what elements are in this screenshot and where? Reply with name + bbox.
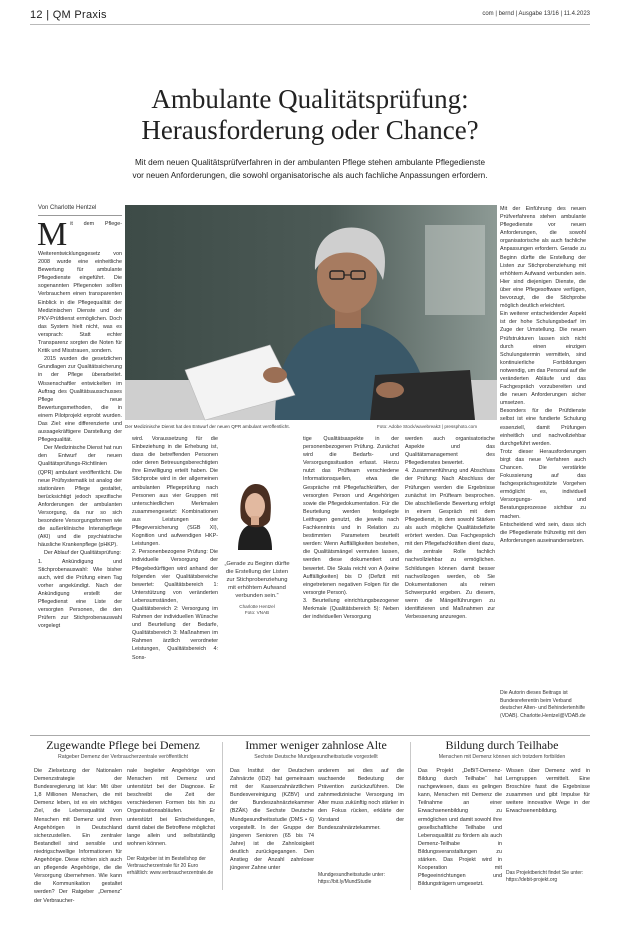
section-label: 12 | QM Praxis bbox=[30, 9, 107, 21]
article-title bbox=[0, 84, 620, 146]
news-text: Wissen über Demenz wird in Lerngruppen vermittelt. Eine Broschüre fasst die Ergebnisse zusammen und gibt Impulse für weitere innovative Wege in der Erwachsenenbildung. bbox=[506, 768, 590, 815]
nurse-photo-illustration bbox=[125, 205, 497, 420]
paragraph: Der Ablauf der Qualitätsprüfung: bbox=[44, 550, 122, 557]
drop-cap: M bbox=[37, 216, 68, 253]
author-photo-illustration bbox=[226, 478, 284, 550]
column-2: wird. Voraussetzung für die Einbeziehung in die Erhebung ist, dass die betreffenden Personen oder deren Betreuungsberechtigten ihre Einwilligung erteilt haben. Die Stichprobe wird in der allgemeinen ambulanten Pflegeprüfung nach Personen aus vier Gruppen mit unterschiedlichen Merkmalen zusammengesetzt: Kombinationen aus Leistungen der Pflegeversicherung (SGB XI), Kognition und aufwendigen HKP-Leistungen. 2. Personenbezogene Prüfung: Die individuelle Versorgung der Pflegebedürftigen wird anhand der folgenden vier Qualitätsbereiche bewertet: Qualitätsbereich 1: Unterstützung von veränderten Lebensumständen, Qualitätsbereich 2: Versorgung im Rahmen der individuellen Wünsche und Beurteilung der Bedarfe, Qualitätsbereich 3: Maßnahmen im Rahmen ärztlich verordneter Leistungen, Qualitätsbereich 4: Sons- bbox=[132, 436, 218, 661]
author-portrait bbox=[226, 478, 284, 550]
title-line-2: Herausforderung oder Chance? bbox=[141, 115, 479, 145]
list-item: 1. Ankündigung und Stichprobenauswahl: Wie bisher auch, wird die Prüfung einen Tag vorher angekündigt. Nach der Ankündigung erstellt der Pflegedienst eine Liste der versorgten Personen, die den Prüfern zur Stichprobenauswahl vorgelegt bbox=[38, 558, 122, 630]
header-divider bbox=[30, 24, 590, 25]
news-text: anderem sei dies auf die wachsende Bedeutung der Prävention zurückzuführen. Die zahnmedizinische Versorgung im Alter muss zukünftig noch stärker in den Fokus rücken, erklärte der Vorstand der Bundeszahnärztekammer. bbox=[318, 768, 404, 831]
photo-credit: Foto: Adobe Stock/wavebreak3 | pressphoto.com bbox=[377, 424, 478, 429]
column-1 bbox=[37, 216, 122, 732]
photo-caption: Der Medizinische Dienst hat den Entwurf der neuen QPR ambulant veröffentlicht. bbox=[125, 424, 290, 429]
title-line-1: Ambulante Qualitätsprüfung: bbox=[151, 84, 469, 114]
quote-credit: Foto: VNAB bbox=[244, 610, 270, 615]
news-headline: Zugewandte Pflege bei Demenz bbox=[46, 738, 200, 752]
news-text: nale begleiter Angehörige von Menschen mit Demenz und unterstützt bei der Diagnose. Er beschreibt die Zeit der verschiedenen Formen bis hin zu Organisationsabläufen. Er unterstützt bei Entscheidungen, damit dabei die Betroffene möglichst lange allein und selbstständig wohnen können. bbox=[127, 768, 215, 847]
news-subline: Ratgeber Demenz der Verbraucherzentrale veröffentlicht bbox=[58, 754, 188, 760]
news-text: Die Zielsetzung der Nationalen Demenzstrategie der Bundesregierung ist klar: Mit über 1,8 Millionen Menschen, die mit Demenz leben, ist es ein wichtiges Ziel, die Lebensqualität von Menschen mit Demenz und ihren Angehörigen in Deutschland sicherzustellen. Ein zentraler Bestandteil sind sensible und niedrigschwellige Informationen für Angehörige. Diese richten sich auch an pflegende Angehörige, die die Versorgung übernehmen. Wie kann die Kommunikation gestaltet werden? Der Ratgeber „Demenz“ der Verbraucher- bbox=[34, 768, 122, 904]
column-3: tige Qualitätsaspekte in der personenbezogenen Prüfung. Zunächst wird die Bedarfs- und Versorgungssituation erfasst. Hierzu nutzt das Prüfteam verschiedene Informationsquellen, etwa die Gespräche mit Pflegefachkräften, der versorgten Person und Angehörigen sowie die Pflegedokumentation. Für die Beurteilung werden festgelegte Leitfragen genutzt, die jeweils nach Fachkenntnis und in Relation zu bestimmten Parametern beurteilt werden: Wenn Auffälligkeiten bestehen, die Qualitätsmängel vermuten lassen, werden diese dokumentiert und bewertet. Die Skala reicht von A (keine Auffälligkeiten) bis D (Defizit mit eingetretenen negativen Folgen für die versorgte Person). 3. Beurteilung einrichtungsbezogener Merkmale (Qualitätsbereich 5): Neben der individuellen Versorgung bbox=[303, 436, 399, 621]
pull-quote: „Gerade zu Beginn dürfte die Erstellung der Listen zur Stichprobenziehung mit erhöhtem Aufwand verbunden sein.“ bbox=[224, 561, 290, 599]
lead-line-1: Mit dem neuen Qualitätsprüfverfahren in der ambulanten Pflege stehen ambulante Pflegedienste bbox=[134, 158, 485, 167]
news-headline: Bildung durch Teilhabe bbox=[445, 738, 559, 752]
news-text: Das Institut der Deutschen Zahnärzte (IDZ) hat gemeinsam mit der Kassenzahnärztlichen Bundesvereinigung (KZBV) und der Bundeszahnärztekammer (BZÄK) die Sechste Deutsche Mundgesundheitsstudie (DMS • 6) vorgestellt. In der Gruppe der jüngeren Senioren (65 bis 74 Jahre) ist die Zahnlosigkeit deutlich zurückgegangen. Den Anstieg der Anzahl zahnloser jüngerer Zahne unter bbox=[230, 768, 314, 872]
news-subline: Sechste Deutsche Mundgesundheitsstudie vorgestellt bbox=[254, 754, 378, 760]
paragraph: Der Medizinische Dienst hat nun den Entwurf der neuen Qualitätsprüfungs-Richtlinien (QPR) ambulant veröffentlicht. Die neue Prüfsystematik ist analog der stationären Pflege gestaltet, berücksichtigt jedoch spezifische Anforderungen der ambulanten Versorgung, da nur so sich besondere Versorgungsformen wie die außerklinische Intensivpflege (AKI) und die psychiatrische häusliche Krankenpflege (pHKP). bbox=[38, 445, 122, 549]
author-bio: Die Autorin dieses Beitrags ist Bundesreferentin beim Verband deutscher Alten- und Behindertenhilfe (VDAB). Charlotte.Hentzel@VDAB.de bbox=[500, 690, 586, 719]
column-4: werden auch organisatorische Aspekte und das Qualitätsmanagement des Pflegedienstes bewertet. 4. Zusammenführung und Abschluss der Prüfung: Nach Abschluss der Prüfungen werden die Ergebnisse zunächst im Prüfteam besprochen. Die abschließende Bewertung erfolgt in einem Gespräch mit dem Pflegedienst, in dem sowohl Stärken als auch mögliche Qualitätsdefizite erörtert werden. Das Fachgespräch mit den Pflegefachkräften dient dazu, die zentrale Rolle fachlich nachvollziehbar zu ermöglichen. Schildungen können damit besser nachvollzogen werden, ob Sie Dokumentationen als reinen Schwerpunkt ergeben. Zu diesem, wenn die Mängelführungen zu identifizieren und Maßnahmen zur Verbesserung anzuregen. bbox=[405, 436, 495, 621]
news-subline: Menschen mit Demenz können sich trotzdem fortbilden bbox=[438, 754, 566, 760]
news-text: Das Projekt „DeBiT-Demenz-Bildung durch Teilhabe“ hat nachgewiesen, dass es gelingen kann, Menschen mit Demenz die Teilnahme an einer Erwachsenenbildung zu ermöglichen und damit sowohl ihre gesellschaftliche Teilhabe und Lebensqualität zu fördern als auch Demenz-Teilhabe in Bildungsveranstaltungen zu stärken. Das Projekt wird in Kooperation mit Pflegeeinrichtungen und Bildungsträgern umgesetzt. bbox=[418, 768, 502, 888]
news-note: Mundgesundheitsstudie unter: https://bit.ly/MundStudie bbox=[318, 872, 385, 885]
quote-attribution bbox=[222, 604, 292, 616]
column-divider bbox=[222, 742, 223, 890]
byline: Von Charlotte Hentzel bbox=[38, 205, 97, 211]
news-note: Das Projektbericht findet Sie unter: https://debit-projekt.org bbox=[506, 870, 584, 883]
column-divider bbox=[410, 742, 411, 890]
article-photo bbox=[125, 205, 497, 420]
news-headline: Immer weniger zahnlose Alte bbox=[245, 738, 387, 752]
article-lead bbox=[60, 156, 560, 182]
column-5: Mit der Einführung des neuen Prüfverfahrens stehen ambulante Pflegedienste vor neuen Anforderungen, die sowohl organisatorische als auch fachliche Anpassungen erfordern. Gerade zu Beginn dürfte die Erstellung der Listen zur Stichprobenziehung mit erhöhtem Aufwand verbunden sein. Hier sind diejenigen Dienste, die über eine Pflegesoftware verfügen, bevorzugt, die die Stichprobe möglich deutlich erleichtert. Ein weiterer entscheidender Aspekt ist der hohe Schulungsbedarf im Zuge der Umstellung. Die neuen Prüfstrukturen lassen sich nicht durch einen einzigen Schulungstermin vermitteln, sind kontinuierliche Fortbildungen notwendig, um das Personal auf die veränderten Abläufe und das Fachgespräch vorzubereiten und die neuen Anforderungen sicher umsetzen. Besonders für die Prüfdienste selbst ist eine fundierte Schulung essenziell, damit Prüfungen einheitlich und nachvollziehbar durchgeführt werden. Trotz dieser Herausforderungen birgt das neue Verfahren auch Chancen. Die verstärkte Fokussierung auf das fachgesprächsgestützte Vorgehen ermöglicht es, individuell Versorgungs- und Beratungsprozesse sichtbar zu machen. Entscheidend wird sein, dass sich die Pflegedienste frühzeitig mit den Anforderungen auseinandersetzen. bbox=[500, 206, 586, 544]
paragraph: it dem Pflege-Weiterentwicklungsgesetz von 2008 wurde eine einheitliche Bewertung für ambulante Pflegedienste eingeführt. Die sogenannten Pflegenoten sollten Verbrauchern einen transparenten Einblick in die Pflegequalität der Medizinischen Dienste und der PKV-Prüfdienst ermöglichen. Doch das System hielt nicht, was es versprach: Statt echter Transparenz sorgten die Noten für Kritik und Misstrauen, sondern. bbox=[38, 221, 122, 355]
quote-author: Charlotte Hentzel bbox=[239, 604, 275, 609]
paragraph: 2015 wurden die gesetzlichen Grundlagen zur Qualitätssicherung in der Pflege überarbeitet. Wissenschaftler entwickelten im Auftrag des Qualitätsausschusses Pflege neue Bewertungsmethoden, die in einem Pilotprojekt erprobt wurden. Das Ziel: eine differenzierte und aussagekräftigere Darstellung der Pflegequalität. bbox=[38, 356, 122, 444]
bottom-divider bbox=[30, 735, 590, 736]
issue-info: com | bernd | Ausgabe 13/16 | 11.4.2023 bbox=[482, 11, 590, 17]
news-note: Der Ratgeber ist im Bestellshop der Verbraucherzentrale für 20 Euro erhältlich: www.verbraucherzentrale.de bbox=[127, 856, 214, 876]
lead-line-2: vor neuen Anforderungen, die sowohl organisatorische als auch fachliche Anpassungen erfordern. bbox=[132, 171, 488, 180]
